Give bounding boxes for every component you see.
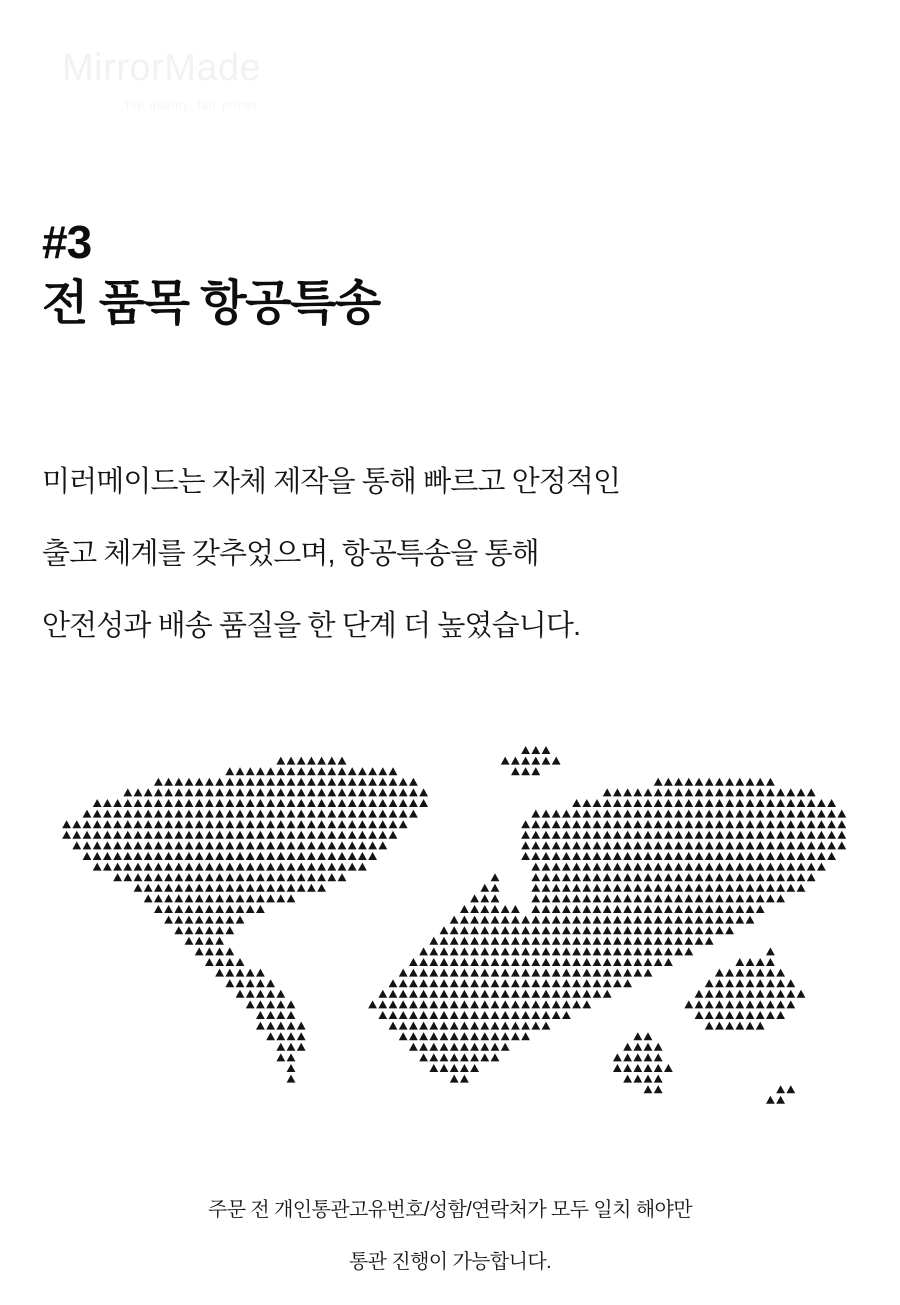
footer-note	[0, 1200, 900, 1272]
footer-line-2: 통관 진행이 가능합니다.	[348, 1251, 552, 1273]
heading-block	[42, 218, 862, 331]
watermark	[62, 48, 362, 112]
world-map-illustration	[50, 740, 850, 1160]
footer-line-1: 주문 전 개인통관고유번호/성함/연락처가 모두 일치 해야만	[208, 1199, 692, 1221]
body-copy	[42, 468, 872, 641]
world-map-icon	[50, 740, 850, 1160]
page-title: 전 품목 항공특송	[42, 277, 380, 331]
watermark-tagline: Top quality, fair prices	[124, 99, 259, 112]
body-line-2: 출고 체계를 갖추었으며, 항공특송을 통해	[42, 538, 539, 570]
body-line-1: 미러메이드는 자체 제작을 통해 빠르고 안정적인	[42, 466, 621, 498]
watermark-brand: MirrorMade	[62, 47, 262, 89]
body-line-3: 안전성과 배송 품질을 한 단계 더 높였습니다.	[42, 610, 581, 642]
heading-number: #3	[42, 216, 92, 268]
